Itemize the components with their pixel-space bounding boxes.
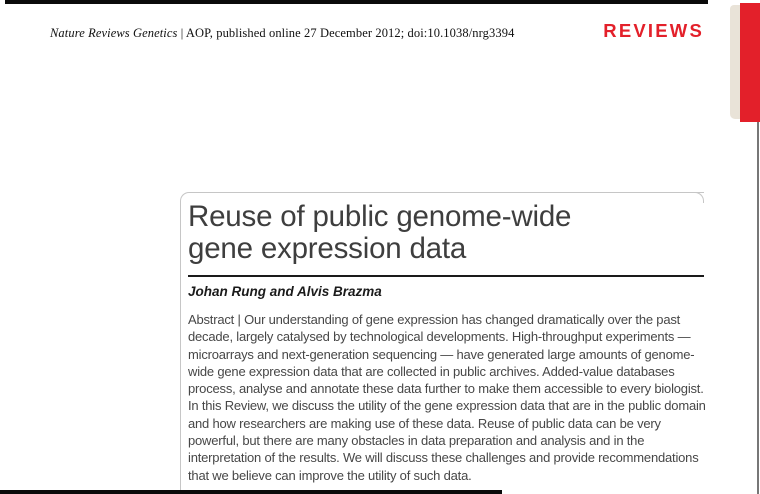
- publication-info: | AOP, published online 27 December 2012; doi:10.1038/nrg3394: [177, 26, 515, 40]
- section-label-reviews: REVIEWS: [603, 20, 704, 41]
- article-title-line2: gene expression data: [188, 232, 467, 265]
- abstract-label: Abstract: [188, 312, 235, 327]
- abstract-paragraph: [188, 311, 706, 484]
- bottom-horizontal-rule: [0, 490, 502, 494]
- article-title-line1: Reuse of public genome-wide: [188, 200, 572, 233]
- abstract-text: Our understanding of gene expression has changed dramatically over the past decade, largely catalysed by technological developments. High-throughput experiments — microarrays and next-generation sequencing — have generated large amounts of genome-wide gene expression data that are collected in public archives. Added-value databases process, analyse and annotate these data further to make them accessible to every biologist. In this Review, we discuss the utility of the gene expression data that are in the public domain and how researchers are making use of these data. Reuse of public data can be very powerful, but there are many obstacles in data preparation and analysis and in the interpretation of the results. We will discuss these challenges and provide recommendations that we believe can improve the utility of such data.: [188, 312, 706, 483]
- article-header-box: [180, 192, 704, 494]
- top-horizontal-rule: [5, 0, 708, 4]
- authors-line: Johan Rung and Alvis Brazma: [188, 284, 382, 299]
- page-right-edge-line: [757, 122, 759, 494]
- title-divider-rule: [188, 275, 704, 277]
- masthead-citation-line: [50, 26, 514, 41]
- abstract-separator: |: [237, 312, 241, 327]
- journal-name: Nature Reviews Genetics: [50, 26, 178, 40]
- page-edge-tab-beige: [730, 5, 740, 119]
- article-title: [188, 201, 704, 265]
- page-edge-tab-red: [740, 3, 760, 122]
